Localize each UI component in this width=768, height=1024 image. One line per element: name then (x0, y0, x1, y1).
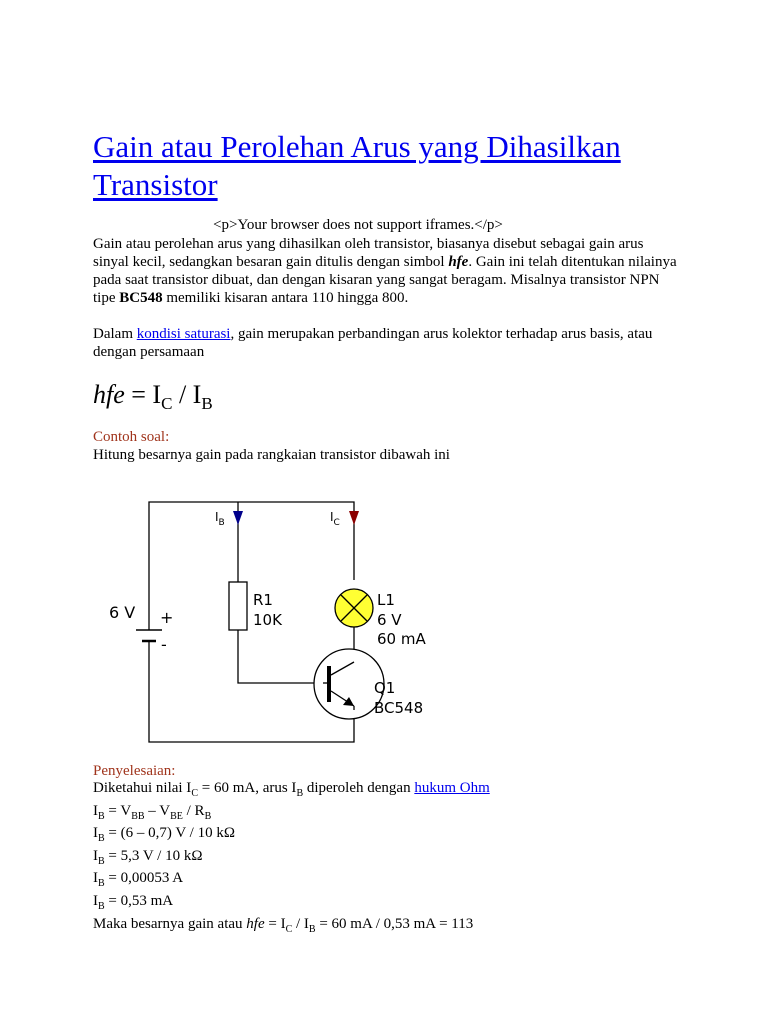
solution-line-1: Diketahui nilai $I_C = 60$ mA, arus $I_B$ diperoleh dengan hukum Ohm (93, 780, 490, 799)
contoh-soal-label: Contoh soal: (93, 429, 170, 445)
kondisi-saturasi-link[interactable]: kondisi saturasi (136, 326, 231, 342)
hfe-symbol: hfe (448, 254, 469, 270)
solution-block (93, 780, 490, 938)
iframe-fallback-text: <p>Your browser does not support iframes.</p> (213, 217, 503, 233)
battery-minus: - (161, 635, 167, 654)
battery-label: 6 V (109, 603, 136, 622)
formula-sub-c: C (161, 394, 173, 414)
formula-hfe: hfe (93, 380, 125, 409)
l1-current: 60 mA (377, 630, 426, 648)
formula-slash: / I (172, 380, 202, 409)
question-text: Hitung besarnya gain pada rangkaian transistor dibawah ini (93, 447, 450, 463)
sat-text-1: Dalam (93, 326, 137, 342)
battery-plus: + (160, 608, 174, 627)
formula-sub-b: B (201, 394, 213, 414)
battery-symbol (136, 588, 162, 656)
intro-text-1: Gain atau perolehan arus yang dihasilkan oleh transistor, biasanya disebut sebagai gain arus sinyal kecil, sedangkan besaran gain ditulis dengan simbol (93, 236, 644, 270)
intro-text-3: memiliki kisaran antara 110 hingga 800. (162, 290, 409, 306)
solution-line-2: $I_B = V_{BB} - V_{BE} / R_B$ (93, 802, 212, 822)
l1-voltage: 6 V (377, 611, 402, 629)
circuit-diagram (93, 484, 453, 754)
q1-type: BC548 (374, 699, 424, 717)
hukum-ohm-link[interactable]: hukum Ohm (414, 780, 490, 796)
ic-label: $I_C$ (330, 510, 340, 528)
r1-value: 10K (253, 611, 282, 629)
l1-name: L1 (377, 591, 395, 609)
solution-line-6: $I_B = 0,53$ mA (93, 892, 174, 912)
bc548-label: BC548 (119, 290, 163, 306)
ib-label: $I_B$ (215, 510, 225, 528)
ib-arrow-icon (233, 511, 243, 525)
q1-name: Q1 (374, 679, 396, 697)
title-link[interactable]: Gain atau Perolehan Arus yang Dihasilkan Transistor (93, 129, 621, 202)
solution-line-3: $I_B = (6 - 0,7)$ V / 10 kΩ (93, 825, 235, 845)
lamp-l1-symbol (335, 589, 373, 627)
ic-arrow-icon (349, 511, 359, 525)
penyelesaian-label: Penyelesaian: (93, 763, 176, 779)
saturation-paragraph (93, 325, 678, 361)
wire-top (149, 502, 354, 588)
page-title (93, 128, 683, 204)
formula-eq: = I (124, 380, 162, 409)
solution-line-7: Maka besarnya gain atau hfe = $I_C / I_B = 60$ mA / 0,53 mA = 113 (93, 915, 474, 935)
solution-line-4: $I_B = 5,3$ V / 10 kΩ (93, 847, 203, 867)
intro-paragraph (93, 235, 678, 307)
gain-formula (93, 378, 213, 421)
solution-line-5: $I_B = 0,00053$ A (93, 870, 184, 890)
intro-text-2: . Gain ini telah ditentukan nilainya pada saat transistor dibuat, dan dengan kisaran yang sangat beragam. Misalnya transistor NPN tipe (93, 254, 677, 306)
sat-text-2: , gain merupakan perbandingan arus kolektor terhadap arus basis, atau dengan persamaan (93, 326, 653, 360)
wire-base (238, 630, 323, 683)
resistor-r1-symbol (229, 582, 247, 630)
r1-name: R1 (253, 591, 273, 609)
